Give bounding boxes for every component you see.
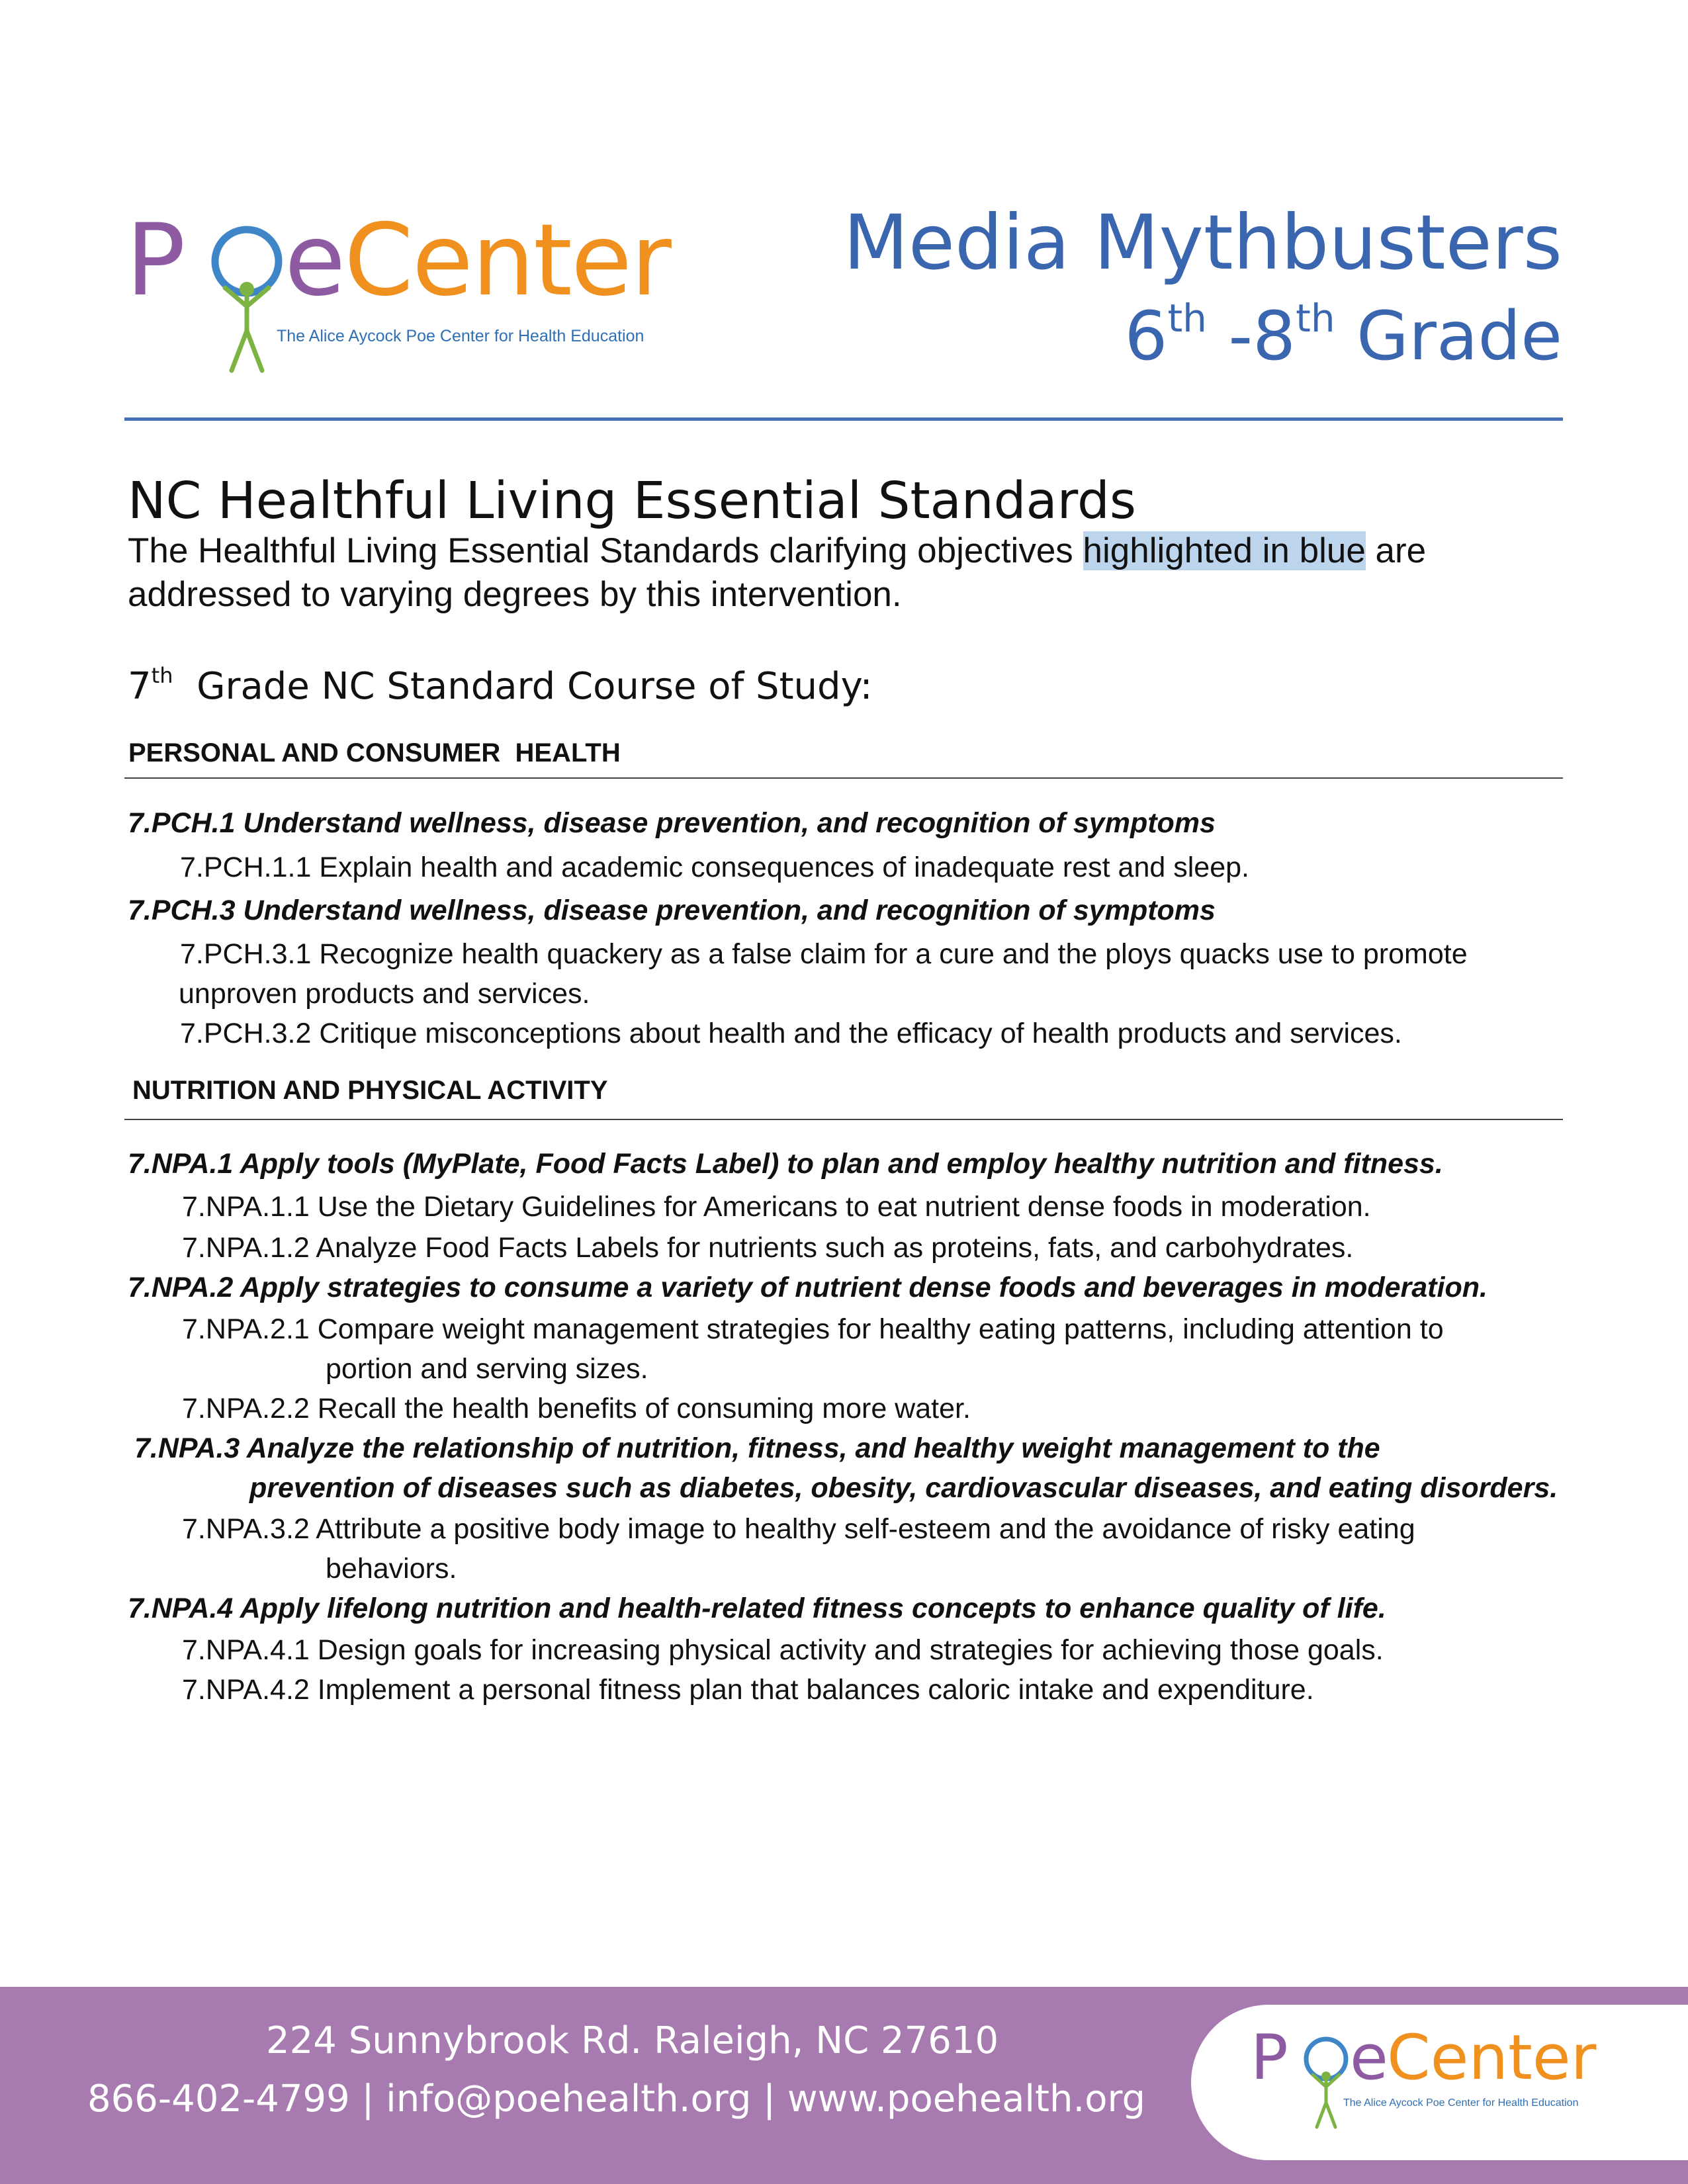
logo-word-center: Center — [344, 203, 670, 318]
section-divider-pch — [124, 777, 1563, 779]
course-of-study-heading: 7th Grade NC Standard Course of Study: — [128, 663, 873, 708]
footer-logo-tagline: The Alice Aycock Poe Center for Health Education — [1343, 2097, 1579, 2109]
objective-7npa21-cont: portion and serving sizes. — [326, 1353, 648, 1385]
logo-letter-p: P — [126, 203, 185, 318]
footer-poe-center-logo — [1251, 2018, 1621, 2150]
objective-7npa21: 7.NPA.2.1 Compare weight management strategies for healthy eating patterns, including attention to — [182, 1313, 1444, 1345]
footer-contact: 866-402-4799 | info@poehealth.org | www.poehealth.org — [87, 2077, 1146, 2120]
standard-7npa3: 7.NPA.3 Analyze the relationship of nutrition, fitness, and healthy weight management to the — [134, 1432, 1380, 1464]
logo-letter-e: e — [285, 203, 345, 318]
standard-7npa3-cont: prevention of diseases such as diabetes, obesity, cardiovascular diseases, and eating disorders. — [249, 1472, 1558, 1504]
objective-7npa41: 7.NPA.4.1 Design goals for increasing physical activity and strategies for achieving those goals. — [182, 1634, 1384, 1666]
document-title — [843, 198, 1562, 376]
footer-address: 224 Sunnybrook Rd. Raleigh, NC 27610 — [266, 2019, 999, 2062]
highlight-sample: highlighted in blue — [1083, 531, 1366, 570]
logo-tagline: The Alice Aycock Poe Center for Health Education — [277, 327, 644, 345]
objective-7npa12: 7.NPA.1.2 Analyze Food Facts Labels for nutrients such as proteins, fats, and carbohydrates. — [182, 1232, 1354, 1264]
objective-7pch31-cont: unproven products and services. — [179, 978, 590, 1010]
footer-logo-letter-e: e — [1350, 2022, 1388, 2094]
objective-7pch31: 7.PCH.3.1 Recognize health quackery as a false claim for a cure and the ploys quacks use to promote — [180, 938, 1468, 970]
poe-center-logo — [126, 195, 734, 380]
footer-logo-letter-p: P — [1251, 2022, 1288, 2094]
objective-7npa22: 7.NPA.2.2 Recall the health benefits of consuming more water. — [182, 1393, 971, 1424]
standard-7npa1: 7.NPA.1 Apply tools (MyPlate, Food Facts Label) to plan and employ healthy nutrition and fitness. — [128, 1148, 1443, 1180]
footer-logo-word-center: Center — [1387, 2022, 1597, 2094]
title-main: Media Mythbusters — [843, 198, 1562, 286]
section-divider-npa — [124, 1119, 1563, 1120]
title-grade: 6th -8th Grade — [1124, 296, 1562, 376]
objective-7npa32: 7.NPA.3.2 Attribute a positive body image to healthy self-esteem and the avoidance of risky eating — [182, 1513, 1415, 1545]
standard-7pch1: 7.PCH.1 Understand wellness, disease prevention, and recognition of symptoms — [128, 807, 1216, 839]
standards-intro: The Healthful Living Essential Standards clarifying objectives highlighted in blue are addressed to varying degrees by this intervention. — [128, 531, 1427, 614]
standard-7npa4: 7.NPA.4 Apply lifelong nutrition and health-related fitness concepts to enhance quality of life. — [128, 1593, 1386, 1624]
standards-heading: NC Healthful Living Essential Standards — [128, 472, 1136, 531]
stick-figure-icon — [225, 282, 269, 371]
standard-7npa2: 7.NPA.2 Apply strategies to consume a variety of nutrient dense foods and beverages in moderation. — [128, 1272, 1488, 1303]
section-title-pch: PERSONAL AND CONSUMER HEALTH — [128, 738, 621, 767]
objective-7pch32: 7.PCH.3.2 Critique misconceptions about health and the efficacy of health products and services. — [180, 1018, 1402, 1049]
objective-7npa32-cont: behaviors. — [326, 1553, 457, 1585]
objective-7npa42: 7.NPA.4.2 Implement a personal fitness plan that balances caloric intake and expenditure. — [182, 1674, 1314, 1706]
objective-7npa11: 7.NPA.1.1 Use the Dietary Guidelines for Americans to eat nutrient dense foods in moderation. — [182, 1191, 1371, 1223]
standard-7pch3: 7.PCH.3 Understand wellness, disease prevention, and recognition of symptoms — [128, 895, 1216, 926]
section-title-npa: NUTRITION AND PHYSICAL ACTIVITY — [132, 1076, 608, 1105]
footer-stick-figure-icon — [1313, 2072, 1339, 2127]
objective-7pch11: 7.PCH.1.1 Explain health and academic consequences of inadequate rest and sleep. — [180, 852, 1249, 883]
header-divider — [124, 417, 1563, 421]
